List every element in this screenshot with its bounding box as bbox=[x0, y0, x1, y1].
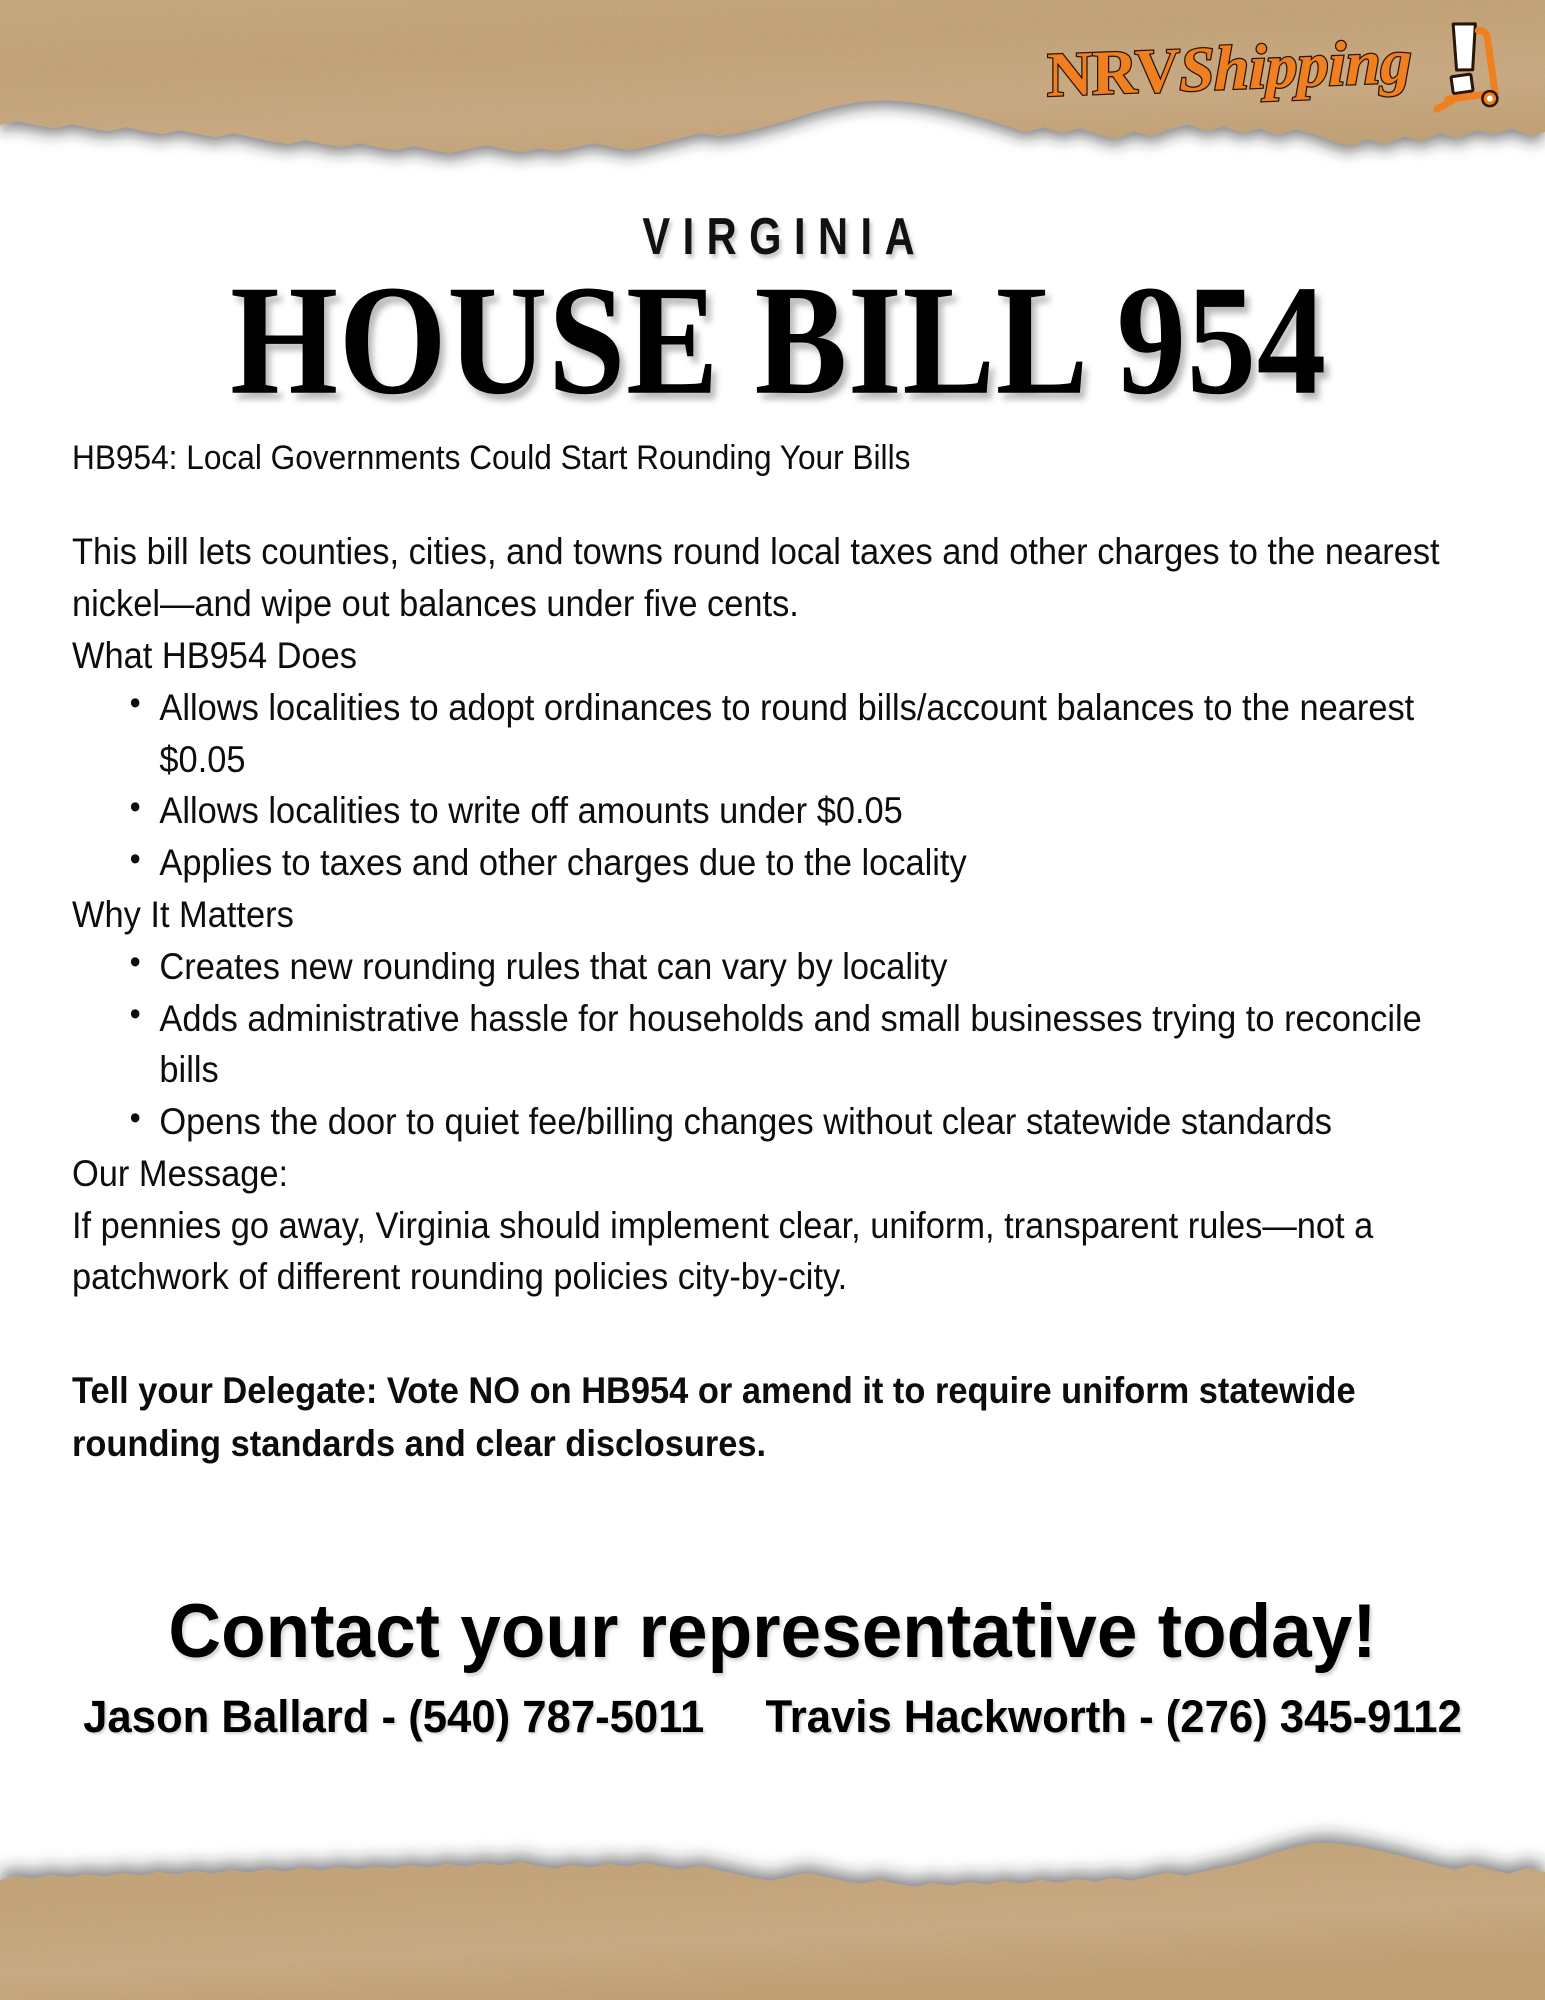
hand-truck-exclamation-icon bbox=[1413, 18, 1499, 119]
contact-separator-2: - bbox=[1139, 1690, 1154, 1742]
list-item: • Allows localities to adopt ordinances to round bills/account balances to the nearest $0.05 bbox=[130, 682, 1485, 786]
contact-phone-1[interactable]: (540) 787-5011 bbox=[408, 1690, 705, 1742]
torn-paper-band-bottom bbox=[0, 1810, 1545, 2000]
contact-name-2: Travis Hackworth bbox=[765, 1690, 1127, 1742]
contact-phone-2[interactable]: (276) 345-9112 bbox=[1165, 1690, 1462, 1742]
flyer-content bbox=[72, 210, 1485, 1470]
list-item: • Opens the door to quiet fee/billing changes without clear statewide standards bbox=[130, 1096, 1485, 1148]
contact-separator-1: - bbox=[381, 1690, 397, 1742]
section-label-what-it-does: What HB954 Does bbox=[72, 634, 357, 676]
page-title: HOUSE BILL 954 bbox=[230, 252, 1327, 427]
torn-paper-bottom-svg bbox=[0, 1810, 1545, 2000]
brand-logo-shipping: Shipping bbox=[1178, 25, 1411, 105]
contact-name-1: Jason Ballard bbox=[83, 1690, 370, 1742]
footer-contacts bbox=[23, 1691, 1522, 1743]
page-eyebrow: VIRGINIA bbox=[642, 208, 928, 266]
list-item: • Applies to taxes and other charges due to the locality bbox=[130, 837, 1485, 889]
list-item: • Allows localities to write off amounts under $0.05 bbox=[130, 785, 1485, 837]
footer bbox=[0, 1589, 1545, 1742]
kraft-texture-bottom bbox=[0, 1810, 1545, 2000]
section-label-our-message: Our Message: bbox=[72, 1152, 289, 1194]
exclamation-dot-shape bbox=[1451, 74, 1473, 94]
list-item: • Adds administrative hassle for households and small businesses trying to reconcile bills bbox=[130, 993, 1485, 1097]
section-label-why-it-matters: Why It Matters bbox=[72, 893, 294, 935]
intro-paragraph: This bill lets counties, cities, and towns round local taxes and other charges to the nearest nickel—and wipe out balances under five cents. bbox=[72, 531, 1440, 625]
footer-heading: Contact your representative today! bbox=[168, 1589, 1377, 1674]
brand-logo-nrv: NRV bbox=[1046, 34, 1179, 110]
brand-logo-text bbox=[1046, 25, 1412, 110]
brand-logo[interactable] bbox=[1047, 16, 1500, 120]
list-item: • Creates new rounding rules that can vary by locality bbox=[130, 941, 1485, 993]
dolly-toe-plate bbox=[1436, 100, 1453, 108]
call-to-action-text: Tell your Delegate: Vote NO on HB954 or amend it to require uniform statewide rounding standards and clear disclosures. bbox=[72, 1370, 1356, 1464]
dolly-handle bbox=[1478, 29, 1495, 93]
subtitle: HB954: Local Governments Could Start Rounding Your Bills bbox=[72, 439, 911, 478]
our-message-text: If pennies go away, Virginia should implement clear, uniform, transparent rules—not a patchwork of different rounding policies city-by-city. bbox=[72, 1204, 1374, 1298]
body-copy bbox=[72, 436, 1485, 1470]
what-it-does-list bbox=[72, 682, 1485, 889]
why-it-matters-list bbox=[72, 941, 1485, 1148]
